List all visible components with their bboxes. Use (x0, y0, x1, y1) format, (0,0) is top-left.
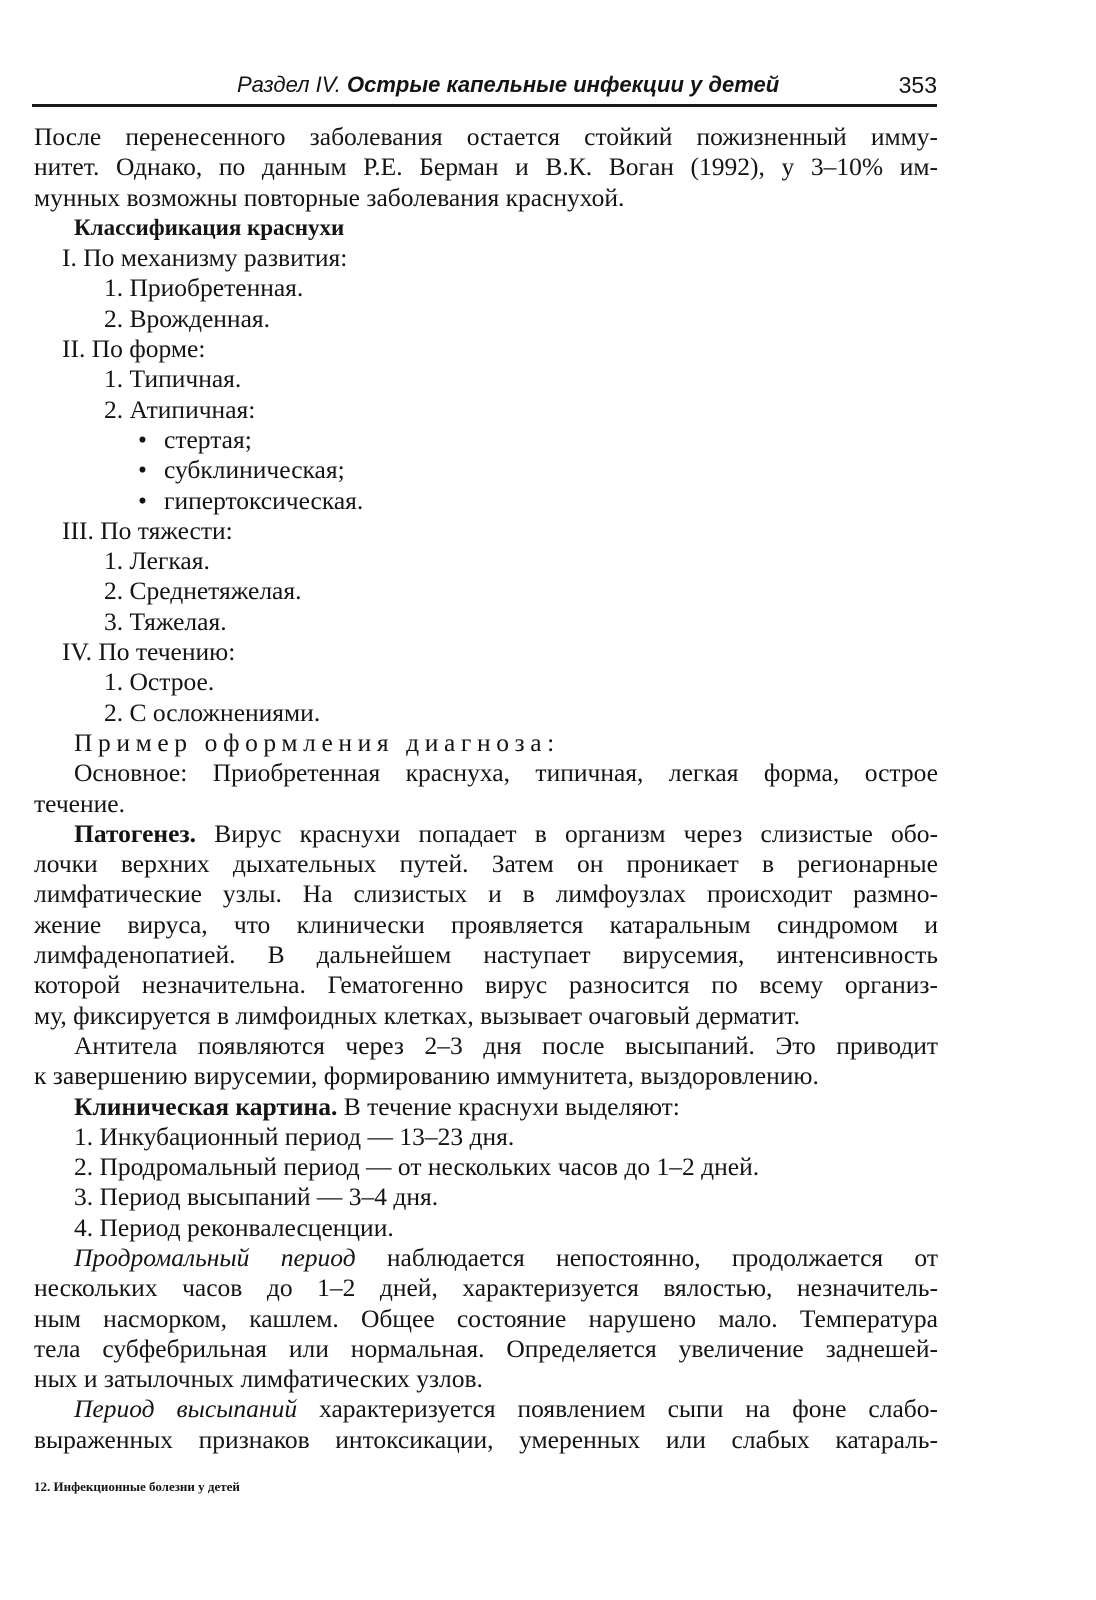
pathogenesis-line: лимфатические узлы. На слизистых и в лимфоузлах происходит размно- (34, 879, 938, 909)
prodromal-line (34, 1243, 938, 1273)
classification-group-title: III. По тяжести: (62, 515, 233, 545)
prodromal-line: ным насморком, кашлем. Общее состояние нарушено мало. Температура (34, 1303, 938, 1333)
running-header (32, 70, 937, 107)
classification-item: 1. Легкая. (104, 546, 210, 576)
header-section: Раздел IV. (237, 72, 341, 97)
antibodies-paragraph (34, 1031, 938, 1092)
clinical-label: Клиническая картина. (74, 1091, 338, 1121)
classification-group-title: II. По форме: (62, 334, 206, 364)
antibodies-line: Антитела появляются через 2–3 дня после высыпаний. Это приводит (74, 1030, 938, 1060)
clinical-period-item: 1. Инкубационный период — 13–23 дня. (74, 1121, 515, 1151)
pathogenesis-line: му, фиксируется в лимфоидных клетках, вызывает очаговый дерматит. (34, 1000, 801, 1030)
diagnosis-line: течение. (34, 788, 125, 818)
prodromal-term: Продромальный период (74, 1242, 356, 1272)
subitem-label: субклиническая; (164, 455, 345, 485)
diagnosis-line: Основное: Приобретенная краснуха, типичная, легкая форма, острое (74, 758, 938, 788)
classification-list (34, 243, 938, 728)
bullet-icon: • (138, 485, 147, 515)
subitem-label: стертая; (164, 424, 252, 454)
classification-group-title: IV. По течению: (62, 637, 236, 667)
prodromal-text: наблюдается непостоянно, продолжается от (386, 1242, 938, 1272)
rash-term: Период высыпаний (74, 1394, 298, 1424)
classification-item: 1. Типичная. (104, 364, 242, 394)
classification-item: 2. Атипичная: (104, 394, 256, 424)
prodromal-paragraph (34, 1243, 938, 1394)
rash-line: выраженных признаков интоксикации, умеренных или слабых катараль- (34, 1424, 938, 1454)
clinical-period-item: 2. Продромальный период — от нескольких часов до 1–2 дней. (74, 1152, 760, 1182)
header-section-title: Острые капельные инфекции у детей (346, 72, 780, 97)
prodromal-line: тела субфебрильная или нормальная. Определяется увеличение заднешей- (34, 1333, 938, 1363)
clinical-intro (34, 1092, 938, 1122)
rash-paragraph (34, 1394, 938, 1455)
diagnosis-paragraph (34, 758, 938, 819)
pathogenesis-text: Вирус краснухи попадает в организм через слизистые обо- (214, 818, 939, 848)
footer-signature: 12. Инфекционные болезни у детей (34, 1479, 240, 1494)
classification-subitem (34, 425, 938, 455)
clinical-period-item: 4. Период реконвалесценции. (74, 1212, 394, 1242)
clinical-period-item: 3. Период высыпаний — 3–4 дня. (74, 1182, 439, 1212)
classification-item: 1. Приобретенная. (104, 273, 304, 303)
bullet-icon: • (138, 424, 147, 454)
pathogenesis-line: жение вируса, что клинически проявляется катаральным синдромом и (34, 909, 938, 939)
intro-line: нитет. Однако, по данным Р.Е. Берман и В.К. Воган (1992), у 3–10% им- (34, 152, 938, 182)
rash-line (34, 1394, 938, 1424)
bullet-icon: • (138, 455, 147, 485)
classification-subitem (34, 455, 938, 485)
classification-item: 1. Острое. (104, 667, 215, 697)
prodromal-line: ных и затылочных лимфатических узлов. (34, 1364, 483, 1394)
classification-item: 2. Врожденная. (104, 303, 270, 333)
intro-paragraph (34, 122, 938, 213)
classification-group-title: I. По механизму развития: (62, 243, 348, 273)
pathogenesis-line: лимфаденопатией. В дальнейшем наступает вирусемия, интенсивность (34, 940, 938, 970)
rash-text: характеризуется появлением сыпи на фоне слабо- (319, 1394, 939, 1424)
classification-item: 2. С осложнениями. (104, 697, 321, 727)
page-number: 353 (898, 72, 937, 98)
pathogenesis-label: Патогенез. (74, 818, 197, 848)
pathogenesis-line: которой незначительна. Гематогенно вирус разносится по всему организ- (34, 970, 938, 1000)
pathogenesis-paragraph (34, 819, 938, 1031)
antibodies-line: к завершению вирусемии, формированию иммунитета, выздоровлению. (34, 1061, 819, 1091)
diagnosis-heading: Пример оформления диагноза: (74, 727, 560, 757)
prodromal-line: нескольких часов до 1–2 дней, характеризуется вялостью, незначитель- (34, 1273, 938, 1303)
classification-item: 3. Тяжелая. (104, 606, 227, 636)
intro-line: мунных возможны повторные заболевания краснухой. (34, 182, 625, 212)
classification-heading: Классификация краснухи (74, 214, 345, 240)
clinical-section (34, 1092, 938, 1243)
intro-line: После перенесенного заболевания остается стойкий пожизненный имму- (34, 122, 938, 151)
header-title (237, 70, 779, 100)
clinical-text: В течение краснухи выделяют: (343, 1091, 680, 1121)
pathogenesis-line (34, 819, 938, 849)
subitem-label: гипертоксическая. (164, 485, 364, 515)
classification-item: 2. Среднетяжелая. (104, 576, 302, 606)
pathogenesis-line: лочки верхних дыхательных путей. Затем он проникает в регионарные (34, 849, 938, 879)
page-body (34, 122, 938, 1455)
classification-subitem (34, 486, 938, 516)
